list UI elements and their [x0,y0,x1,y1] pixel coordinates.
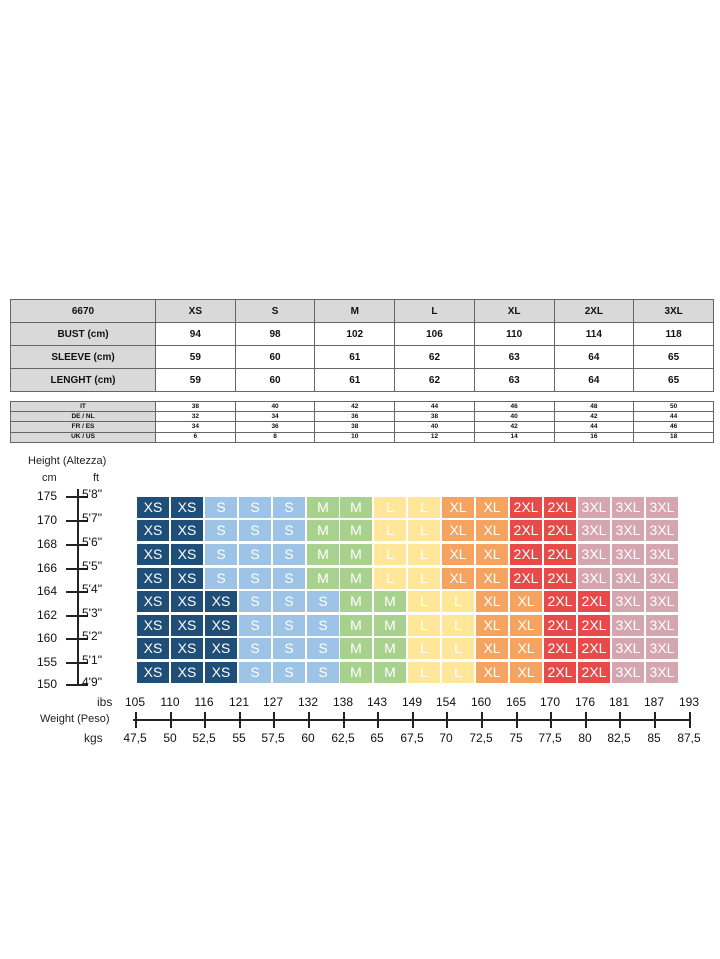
height-ft-value: 5'2'' [82,629,103,643]
height-cm-value: 160 [37,631,58,645]
size-cell: S [239,615,271,636]
size-cell: XL [476,591,508,612]
table-cell: 6 [156,432,236,442]
model-code-cell: 6670 [11,300,156,323]
table-cell: 42 [554,412,634,422]
height-ft-value: 4'9'' [82,675,103,689]
table-cell: 16 [554,432,634,442]
table-cell: 60 [235,346,315,369]
table-cell: 61 [315,346,395,369]
size-cell: XL [510,591,542,612]
table-cell: 38 [156,402,236,412]
weight-kgs-value: 70 [439,731,453,745]
height-ft-value: 5'5'' [82,559,103,573]
size-cell: 3XL [578,568,610,589]
size-cell: L [374,497,406,518]
table-cell: 118 [634,323,714,346]
weight-tick [204,712,206,728]
conversion-row-de-nl [11,412,714,422]
size-cell: 2XL [544,544,576,565]
size-cell: 3XL [612,544,644,565]
size-cell: 2XL [544,591,576,612]
row-label: IT [11,402,156,412]
weight-lbs-value: 176 [574,695,596,709]
size-cell: XL [476,615,508,636]
weight-tick [689,712,691,728]
size-cell: 3XL [646,520,678,541]
table-cell: 50 [634,402,714,412]
weight-kgs-value: 55 [232,731,246,745]
size-cell: 3XL [612,591,644,612]
size-header-cell: 3XL [634,300,714,323]
table-cell: 44 [554,422,634,432]
size-cell: XL [510,638,542,659]
table-cell: 42 [315,402,395,412]
size-cell: S [239,544,271,565]
cm-unit-label: cm [42,472,57,484]
size-cell: S [307,662,339,683]
height-ft-value: 5'4'' [82,582,103,596]
size-cell: 3XL [612,638,644,659]
weight-kgs-value: 52,5 [192,731,216,745]
height-cm-value: 175 [37,489,58,503]
size-cell: 3XL [612,568,644,589]
weight-lbs-value: 165 [505,695,527,709]
weight-tick [516,712,518,728]
weight-kgs-value: 67,5 [400,731,424,745]
size-conversion-table [10,401,714,443]
weight-kgs-value: 80 [578,731,592,745]
size-cell: S [273,662,305,683]
size-cell: 2XL [544,497,576,518]
height-ft-value: 5'6'' [82,535,103,549]
weight-lbs-value: 149 [401,695,423,709]
size-header-cell: XL [474,300,554,323]
size-cell: 3XL [646,662,678,683]
table-cell: 63 [474,346,554,369]
size-cell: 2XL [578,591,610,612]
table-cell: 48 [554,402,634,412]
size-cell: M [307,544,339,565]
weight-tick [550,712,552,728]
table-cell: 46 [474,402,554,412]
weight-kgs-value: 65 [370,731,384,745]
weight-kgs-value: 87,5 [677,731,701,745]
weight-kgs-value: 60 [301,731,315,745]
row-label: LENGHT (cm) [11,369,156,392]
weight-axis-title: Weight (Peso) [40,713,110,725]
weight-kgs-value: 72,5 [469,731,493,745]
size-cell: 2XL [544,520,576,541]
size-cell: S [273,544,305,565]
size-cell: S [239,520,271,541]
size-cell: S [273,638,305,659]
size-cell: XS [171,497,203,518]
size-cell: 3XL [612,497,644,518]
weight-tick [273,712,275,728]
table-cell: 34 [156,422,236,432]
size-cell: M [307,568,339,589]
table-cell: 65 [634,346,714,369]
table-cell: 40 [474,412,554,422]
size-header-cell: L [395,300,475,323]
table-cell: 14 [474,432,554,442]
table-cell: 38 [315,422,395,432]
size-cell: 3XL [612,662,644,683]
table-cell: 12 [395,432,475,442]
size-cell: XS [205,662,237,683]
weight-tick [239,712,241,728]
size-cell: L [374,544,406,565]
size-cell: 2XL [510,520,542,541]
size-header-cell: 2XL [554,300,634,323]
weight-kgs-value: 82,5 [607,731,631,745]
size-cell: 2XL [510,568,542,589]
weight-lbs-value: 116 [194,695,214,709]
size-cell: XS [205,615,237,636]
size-cell: M [340,591,372,612]
size-cell: XS [205,591,237,612]
lbs-unit-label: ibs [97,695,113,709]
table-cell: 102 [315,323,395,346]
size-cell: XL [510,662,542,683]
size-cell: S [307,638,339,659]
size-cell: XS [171,662,203,683]
size-cell: XS [137,568,169,589]
size-cell: 3XL [646,544,678,565]
weight-lbs-value: 138 [332,695,354,709]
row-label: DE / NL [11,412,156,422]
size-cell: XS [137,638,169,659]
size-cell: M [340,615,372,636]
table-cell: 10 [315,432,395,442]
weight-lbs-value: 127 [262,695,284,709]
weight-tick [135,712,137,728]
size-cell: 2XL [578,638,610,659]
size-cell: 2XL [578,615,610,636]
size-cell: XS [137,520,169,541]
size-cell: 3XL [646,591,678,612]
size-cell: M [374,638,406,659]
size-header-cell: XS [156,300,236,323]
height-cm-value: 166 [37,561,58,575]
table-cell: 42 [474,422,554,432]
table-cell: 38 [395,412,475,422]
size-cell: M [340,638,372,659]
size-cell: 3XL [646,497,678,518]
size-cell: XS [171,591,203,612]
weight-kgs-value: 77,5 [538,731,562,745]
weight-lbs-value: 193 [678,695,700,709]
size-cell: M [374,615,406,636]
table-cell: 44 [634,412,714,422]
weight-kgs-value: 75 [509,731,523,745]
weight-tick [481,712,483,728]
size-cell: L [442,638,474,659]
table-cell: 40 [235,402,315,412]
size-cell: S [307,615,339,636]
height-cm-value: 150 [37,677,58,691]
size-cell: XL [476,520,508,541]
table-cell: 18 [634,432,714,442]
table-cell: 8 [235,432,315,442]
size-cell: L [442,591,474,612]
size-cell: XS [137,497,169,518]
weight-tick [585,712,587,728]
weight-kgs-value: 57,5 [261,731,285,745]
height-ft-value: 5'8'' [82,487,103,501]
weight-lbs-value: 105 [124,695,146,709]
weight-tick [446,712,448,728]
height-cm-value: 170 [37,513,58,527]
size-cell: XS [137,662,169,683]
size-cell: 2XL [544,568,576,589]
size-cell: L [374,568,406,589]
size-cell: S [273,615,305,636]
size-cell: 3XL [646,638,678,659]
size-cell: S [205,520,237,541]
size-cell: XS [171,568,203,589]
size-cell: 2XL [510,497,542,518]
size-cell: XS [171,638,203,659]
size-cell: 2XL [544,638,576,659]
size-cell: S [273,520,305,541]
weight-kgs-value: 47,5 [123,731,147,745]
size-cell: XL [442,544,474,565]
weight-tick [654,712,656,728]
size-cell: S [205,497,237,518]
size-cell: XS [137,615,169,636]
size-cell: M [374,662,406,683]
weight-lbs-value: 187 [643,695,665,709]
height-ft-value: 5'1'' [82,653,103,667]
size-cell: 3XL [578,520,610,541]
table-cell: 98 [235,323,315,346]
size-cell: S [239,497,271,518]
height-cm-value: 164 [37,584,58,598]
size-cell: 2XL [544,615,576,636]
size-header-cell: M [315,300,395,323]
size-cell: 3XL [578,497,610,518]
weight-lbs-value: 110 [160,695,180,709]
table-cell: 63 [474,369,554,392]
size-cell: M [340,520,372,541]
weight-tick [377,712,379,728]
bust-row [11,323,714,346]
weight-lbs-value: 132 [297,695,319,709]
size-cell: L [408,662,440,683]
row-label: BUST (cm) [11,323,156,346]
size-cell: XS [171,544,203,565]
size-cell: XL [442,497,474,518]
conversion-row-fr-es [11,422,714,432]
size-cell: M [340,544,372,565]
size-cell: XL [442,568,474,589]
weight-kgs-value: 50 [163,731,177,745]
size-cell: XL [442,520,474,541]
ft-unit-label: ft [93,472,100,484]
size-cell: M [307,520,339,541]
weight-lbs-value: 121 [228,695,250,709]
table-cell: 110 [474,323,554,346]
size-cell: L [374,520,406,541]
row-label: UK / US [11,432,156,442]
size-cell: S [273,568,305,589]
table-cell: 46 [634,422,714,432]
height-cm-value: 162 [37,608,58,622]
table-cell: 40 [395,422,475,432]
size-cell: XS [205,638,237,659]
table-cell: 65 [634,369,714,392]
height-ft-value: 5'3'' [82,606,103,620]
weight-tick [619,712,621,728]
size-cell: M [340,568,372,589]
size-cell: 3XL [646,568,678,589]
size-cell: S [273,591,305,612]
size-cell: M [340,662,372,683]
height-axis-line [77,489,79,686]
table-cell: 60 [235,369,315,392]
weight-lbs-value: 170 [539,695,561,709]
size-cell: 3XL [578,544,610,565]
size-measurement-table [10,299,714,392]
size-cell: L [408,568,440,589]
table-cell: 64 [554,369,634,392]
conversion-row-it [11,402,714,412]
table-cell: 59 [156,369,236,392]
weight-tick [412,712,414,728]
size-cell: XS [137,544,169,565]
table-cell: 61 [315,369,395,392]
weight-tick [343,712,345,728]
size-cell: XL [476,662,508,683]
size-cell: L [408,638,440,659]
size-cell: L [408,591,440,612]
size-cell: S [205,568,237,589]
weight-lbs-value: 181 [608,695,630,709]
conversion-row-uk-us [11,432,714,442]
size-cell: XS [137,591,169,612]
table-cell: 34 [235,412,315,422]
size-header-row [11,300,714,323]
size-cell: L [408,520,440,541]
size-cell: XL [510,615,542,636]
size-cell: XL [476,638,508,659]
size-cell: XS [171,520,203,541]
size-cell: L [408,615,440,636]
size-cell: 3XL [612,520,644,541]
size-cell: M [340,497,372,518]
table-cell: 114 [554,323,634,346]
size-cell: S [307,591,339,612]
kgs-unit-label: kgs [84,731,103,745]
size-cell: 2XL [510,544,542,565]
weight-lbs-value: 154 [435,695,457,709]
row-label: FR / ES [11,422,156,432]
height-cm-value: 155 [37,655,58,669]
sleeve-row [11,346,714,369]
weight-lbs-value: 143 [366,695,388,709]
table-cell: 32 [156,412,236,422]
size-cell: L [442,615,474,636]
weight-kgs-value: 85 [647,731,661,745]
weight-tick [170,712,172,728]
height-cm-value: 168 [37,537,58,551]
size-cell: XL [476,544,508,565]
table-cell: 36 [235,422,315,432]
size-cell: M [307,497,339,518]
size-cell: S [239,591,271,612]
size-cell: XS [171,615,203,636]
size-cell: S [239,662,271,683]
height-axis-title: Height (Altezza) [28,455,107,467]
table-cell: 59 [156,346,236,369]
row-label: SLEEVE (cm) [11,346,156,369]
table-cell: 62 [395,369,475,392]
size-cell: S [273,497,305,518]
size-cell: M [374,591,406,612]
table-cell: 106 [395,323,475,346]
size-cell: S [205,544,237,565]
table-cell: 62 [395,346,475,369]
size-cell: XL [476,568,508,589]
size-cell: 2XL [544,662,576,683]
weight-kgs-value: 62,5 [331,731,355,745]
height-ft-value: 5'7'' [82,511,103,525]
weight-lbs-value: 160 [470,695,492,709]
size-cell: 2XL [578,662,610,683]
size-header-cell: S [235,300,315,323]
table-cell: 94 [156,323,236,346]
size-cell: 3XL [612,615,644,636]
size-cell: S [239,638,271,659]
size-cell: L [408,544,440,565]
size-cell: 3XL [646,615,678,636]
length-row [11,369,714,392]
size-cell: L [442,662,474,683]
table-cell: 64 [554,346,634,369]
weight-tick [308,712,310,728]
table-cell: 36 [315,412,395,422]
table-cell: 44 [395,402,475,412]
size-cell: XL [476,497,508,518]
size-cell: S [239,568,271,589]
size-cell: L [408,497,440,518]
